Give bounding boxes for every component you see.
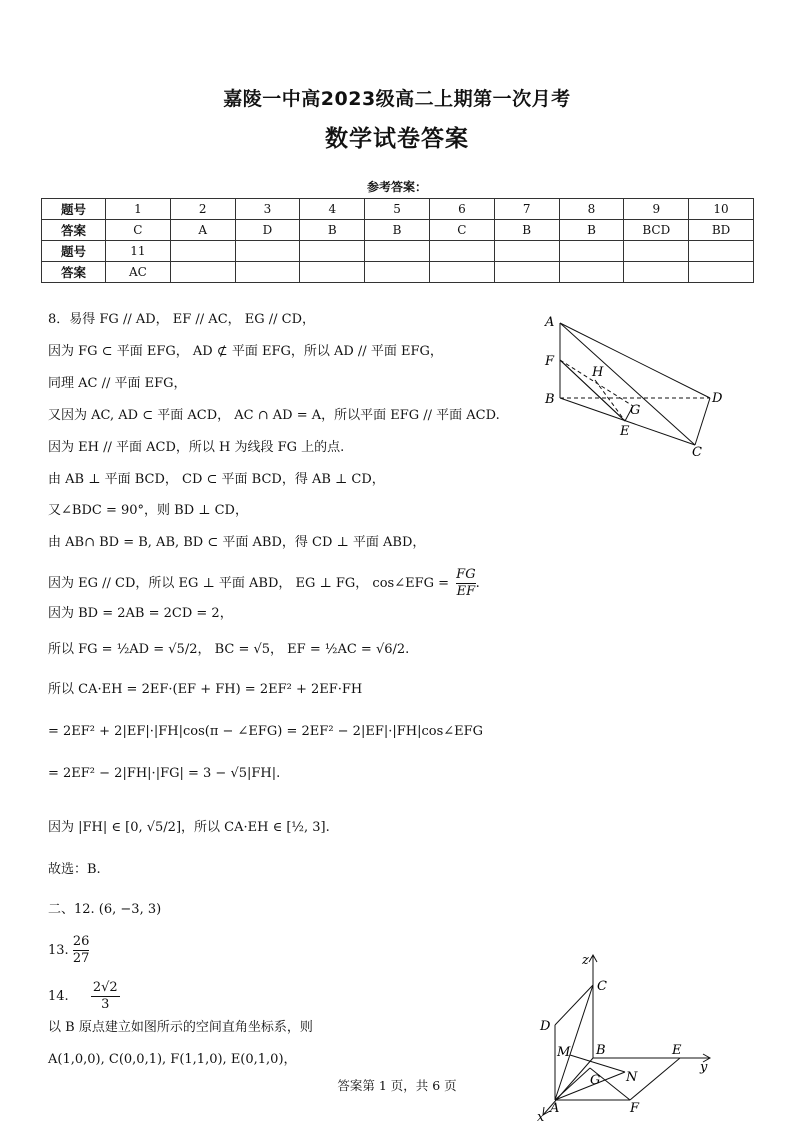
coordinate-figure — [530, 950, 730, 1122]
table-header-cell: 答案 — [42, 262, 106, 283]
point-label-f: F — [630, 1101, 640, 1116]
question-number-cell: 6 — [429, 199, 494, 220]
question-number-cell — [494, 241, 559, 262]
question-number-cell: 7 — [494, 199, 559, 220]
question-number-cell: 4 — [300, 199, 365, 220]
point-label-b: B — [545, 392, 555, 407]
answer-cell — [689, 262, 754, 283]
point-label-h: H — [592, 365, 604, 380]
fraction-denominator: 27 — [72, 951, 90, 966]
answer-14-label: 14. — [48, 989, 69, 1004]
fraction-numerator: 2√2 — [92, 980, 118, 995]
reference-answers-label: 参考答案： — [366, 180, 427, 194]
question-number-cell — [300, 241, 365, 262]
table-row — [42, 199, 754, 220]
table-header-cell: 题号 — [42, 241, 106, 262]
answer-cell: BD — [689, 220, 754, 241]
answer-cell — [300, 262, 365, 283]
question-number-cell — [365, 241, 430, 262]
question-number-cell: 1 — [106, 199, 171, 220]
answer-cell: B — [300, 220, 365, 241]
axis-label-y: y — [700, 1060, 708, 1075]
answer-cell: B — [365, 220, 430, 241]
page-footer: 答案第 1 页，共 6 页 — [337, 1078, 457, 1093]
solution-line — [48, 980, 120, 1013]
point-label-n: N — [626, 1070, 638, 1085]
fraction — [91, 980, 120, 1013]
answer-13-label: 13. — [48, 943, 69, 958]
fraction-numerator: 26 — [72, 934, 90, 949]
fraction-denominator: EF — [456, 584, 476, 599]
fraction-denominator: 3 — [101, 997, 110, 1012]
solution-line: 由 AB∩ BD = B, AB, BD ⊂ 平面 ABD，得 CD ⊥ 平面 ABD， — [48, 535, 426, 550]
solution-line: 二、12. (6, −3, 3) — [48, 902, 162, 917]
question-number-cell: 3 — [235, 199, 300, 220]
solution-line: 由 AB ⊥ 平面 BCD， CD ⊂ 平面 BCD，得 AB ⊥ CD， — [48, 472, 385, 487]
solution-line: = 2EF² + 2|EF|·|FH|cos(π − ∠EFG) = 2EF² − 2|EF|·|FH|cos∠EFG — [48, 724, 484, 739]
solution-line — [48, 934, 89, 967]
table-row — [42, 241, 754, 262]
solution-line: 因为 BD = 2AB = 2CD = 2， — [48, 606, 233, 621]
point-label-b: B — [596, 1043, 606, 1058]
solution-line: 以 B 原点建立如图所示的空间直角坐标系，则 — [48, 1020, 313, 1035]
solution-line: 因为 |FH| ∈ [0, √5/2]，所以 CA·EH ∈ [½, 3]. — [48, 820, 330, 835]
tetrahedron-figure — [540, 308, 730, 458]
solution-line: 因为 FG ⊂ 平面 EFG， AD ⊄ 平面 EFG，所以 AD // 平面 EFG， — [48, 344, 443, 359]
answer-cell — [429, 262, 494, 283]
answer-cell: D — [235, 220, 300, 241]
point-label-c: C — [692, 445, 702, 458]
answer-cell — [170, 262, 235, 283]
question-number-cell: 10 — [689, 199, 754, 220]
solution-line: 故选：B. — [48, 862, 101, 877]
question-number-cell: 11 — [106, 241, 171, 262]
answer-cell — [494, 262, 559, 283]
answer-cell: C — [429, 220, 494, 241]
solution-line: 所以 FG = ½AD = √5/2， BC = √5， EF = ½AC = √6/2. — [48, 642, 410, 657]
point-label-d: D — [712, 391, 723, 406]
question-number-cell — [559, 241, 624, 262]
solution-line: 所以 CA·EH = 2EF·(EF + FH) = 2EF² + 2EF·FH — [48, 682, 363, 697]
answer-cell: BCD — [624, 220, 689, 241]
point-label-a: A — [545, 315, 555, 330]
question-number-cell — [624, 241, 689, 262]
answer-cell: AC — [106, 262, 171, 283]
paper-title: 数学试卷答案 — [325, 126, 469, 152]
point-label-e: E — [672, 1043, 682, 1058]
solution-line: 同理 AC // 平面 EFG， — [48, 376, 187, 391]
question-number-cell — [689, 241, 754, 262]
table-header-cell: 答案 — [42, 220, 106, 241]
answer-cell: B — [559, 220, 624, 241]
question-number-cell: 9 — [624, 199, 689, 220]
point-label-f: F — [545, 354, 555, 369]
answer-cell: B — [494, 220, 559, 241]
question-number-cell — [170, 241, 235, 262]
solution-line: A(1,0,0), C(0,0,1), F(1,1,0), E(0,1,0)， — [48, 1052, 297, 1067]
axis-label-x: x — [537, 1110, 545, 1122]
question-number-cell: 5 — [365, 199, 430, 220]
table-header-cell: 题号 — [42, 199, 106, 220]
question-number-cell — [235, 241, 300, 262]
point-label-a: A — [550, 1101, 560, 1116]
answer-table — [41, 198, 754, 283]
fraction — [456, 567, 475, 600]
fraction-numerator: FG — [456, 567, 476, 582]
fraction — [73, 934, 90, 967]
answer-cell — [235, 262, 300, 283]
answer-cell — [365, 262, 430, 283]
solution-line: 8．易得 FG // AD， EF // AC， EG // CD， — [48, 312, 316, 327]
point-label-m: M — [557, 1045, 571, 1060]
point-label-g: G — [630, 403, 641, 418]
point-label-e: E — [620, 424, 630, 439]
solution-line: 因为 EG // CD，所以 EG ⊥ 平面 ABD， EG ⊥ FG， cos∠EFG = $\frac{FG}{EF}$ . — [48, 567, 480, 599]
answer-cell — [559, 262, 624, 283]
solution-line: 因为 EH // 平面 ACD，所以 H 为线段 FG 上的点. — [48, 440, 345, 455]
question-number-cell: 8 — [559, 199, 624, 220]
solution-line: 又因为 AC, AD ⊂ 平面 ACD， AC ∩ AD = A，所以平面 EFG // 平面 ACD. — [48, 408, 500, 423]
answer-cell — [624, 262, 689, 283]
question-number-cell: 2 — [170, 199, 235, 220]
point-label-c: C — [597, 979, 607, 994]
point-label-g: G — [590, 1073, 601, 1088]
answer-cell: C — [106, 220, 171, 241]
question-number-cell — [429, 241, 494, 262]
axis-label-z: z — [582, 953, 589, 968]
answer-cell: A — [170, 220, 235, 241]
school-title: 嘉陵一中高2023级高二上期第一次月考 — [223, 88, 571, 110]
table-row — [42, 262, 754, 283]
table-row — [42, 220, 754, 241]
solution-line: = 2EF² − 2|FH|·|FG| = 3 − √5|FH|. — [48, 766, 281, 781]
solution-text: 因为 EG // CD，所以 EG ⊥ 平面 ABD， EG ⊥ FG， cos∠EFG = — [48, 576, 450, 591]
point-label-d: D — [540, 1019, 551, 1034]
solution-line: 又∠BDC = 90°，则 BD ⊥ CD， — [48, 503, 248, 518]
